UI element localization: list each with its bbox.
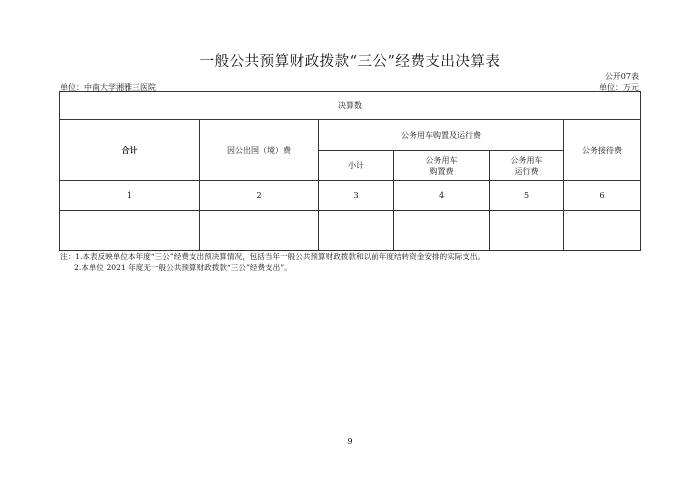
expenditure-table [59, 91, 641, 251]
header-vehicle-operation-line1: 公务用车 [510, 155, 543, 165]
data-cell [564, 211, 641, 251]
data-cell [490, 211, 564, 251]
data-cell [319, 211, 394, 251]
note-1: 注：1.本表反映单位本年度“三公”经费支出预决算情况，包括当年一般公共预算财政拨款和以前年度结转资金安排的实际支出。 [60, 252, 486, 261]
index-cell: 1 [60, 181, 200, 211]
table-notes [60, 251, 485, 273]
data-cell [394, 211, 490, 251]
note-2: 2.本单位 2021 年度无一般公共预算财政拨款“三公”经费支出”。 [74, 263, 292, 272]
header-reception: 公务接待费 [564, 120, 641, 181]
data-row [60, 211, 641, 251]
data-cell [60, 211, 200, 251]
header-total: 合计 [60, 120, 200, 181]
header-vehicle-purchase-line1: 公务用车 [425, 155, 458, 165]
index-cell: 4 [394, 181, 490, 211]
data-cell [200, 211, 319, 251]
form-code: 公开07表 [604, 72, 639, 81]
header-abroad: 因公出国（境）费 [200, 120, 319, 181]
header-vehicle-operation-line2: 运行费 [514, 166, 539, 176]
header-vehicle-group: 公务用车购置及运行费 [319, 120, 564, 151]
header-vehicle-purchase [394, 151, 490, 181]
index-cell: 5 [490, 181, 564, 211]
index-cell: 3 [319, 181, 394, 211]
index-cell: 2 [200, 181, 319, 211]
index-cell: 6 [564, 181, 641, 211]
page-title: 一般公共预算财政拨款“三公”经费支出决算表 [199, 54, 501, 70]
header-vehicle-purchase-line2: 购置费 [429, 166, 454, 176]
index-row [60, 181, 641, 211]
header-vehicle-operation [490, 151, 564, 181]
unit-name: 单位：中南大学湘雅三医院 [60, 83, 156, 92]
header-final-amount: 决算数 [60, 92, 641, 120]
header-subtotal: 小计 [319, 151, 394, 181]
currency-unit: 单位：万元 [599, 83, 639, 92]
page-number: 9 [347, 437, 353, 446]
